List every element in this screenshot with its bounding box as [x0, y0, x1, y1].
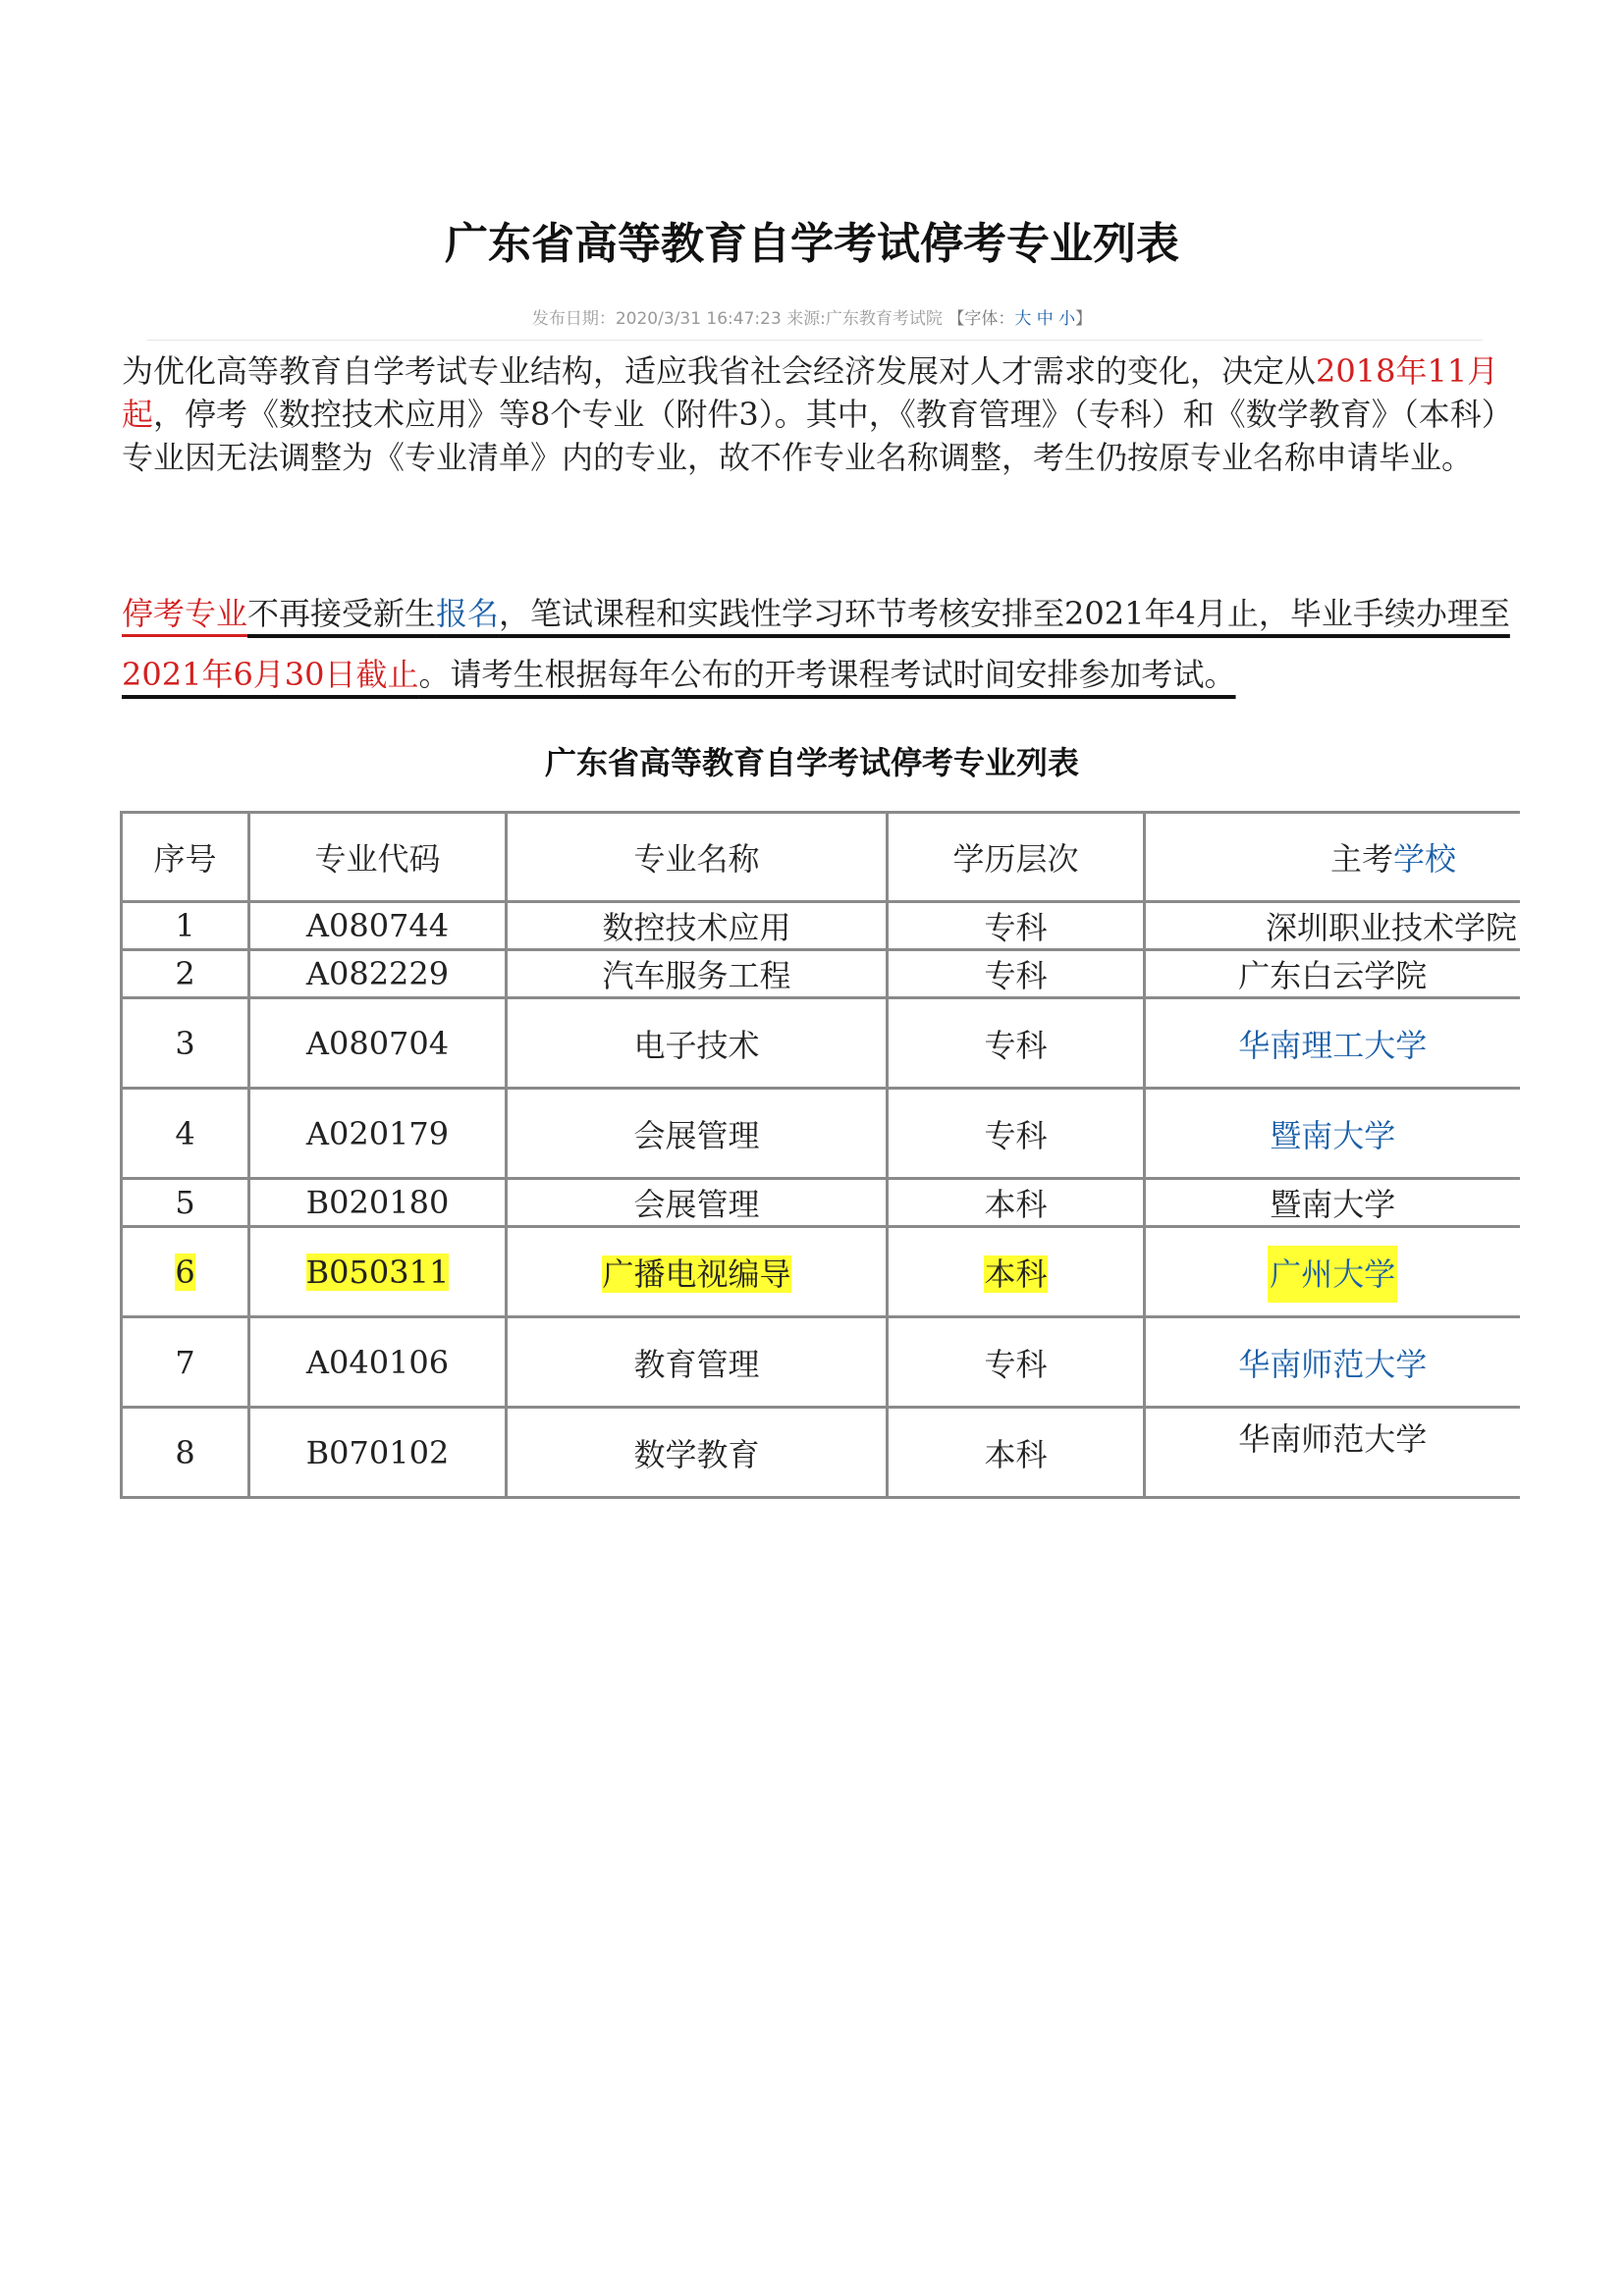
table-row: [122, 1179, 1520, 1227]
header-index: 序号: [122, 813, 249, 902]
table-row: [122, 950, 1520, 998]
notice-text-3: 。请考生根据每年公布的开考课程考试时间安排参加考试。: [418, 656, 1236, 693]
intro-start-date: 2018年11月起: [122, 352, 1499, 433]
row-school-link[interactable]: [1145, 1317, 1520, 1408]
row-code: A040106: [249, 1317, 507, 1408]
row-major-name: 电子技术: [507, 998, 888, 1089]
table-header-row: [122, 813, 1520, 902]
row-school-link[interactable]: [1145, 1089, 1520, 1179]
row-school-text: 深圳职业技术学院: [1266, 909, 1518, 946]
row-code: A080704: [249, 998, 507, 1089]
row-school-link[interactable]: [1145, 998, 1520, 1089]
row-index: [122, 1227, 249, 1317]
row-level: [888, 1227, 1145, 1317]
row-level: 专科: [888, 902, 1145, 950]
notice-suspended-majors: 停考专业: [122, 595, 248, 632]
row-school-link[interactable]: [1145, 1227, 1520, 1317]
registration-link[interactable]: 报名: [436, 595, 500, 632]
table-row: [122, 1408, 1520, 1498]
notice-deadline: 2021年6月30日截止: [122, 656, 419, 693]
row-code: B070102: [249, 1408, 507, 1498]
header-code: 专业代码: [249, 813, 507, 902]
row-index: 2: [122, 950, 249, 998]
row-major-name: 会展管理: [507, 1089, 888, 1179]
row-school-text: 广东白云学院: [1238, 957, 1428, 994]
row-school-text[interactable]: 广州大学: [1268, 1246, 1397, 1303]
source-label: 来源:: [786, 309, 826, 329]
table-row: [122, 902, 1520, 950]
row-code: A082229: [249, 950, 507, 998]
row-major-name: 汽车服务工程: [507, 950, 888, 998]
row-level: 专科: [888, 1089, 1145, 1179]
row-level: 本科: [888, 1179, 1145, 1227]
table-row: [122, 1089, 1520, 1179]
row-school-text: 暨南大学: [1270, 1186, 1396, 1223]
table-row-highlighted: [122, 1227, 1520, 1317]
row-major-name-text: 广播电视编导: [602, 1255, 791, 1293]
row-code: A080744: [249, 902, 507, 950]
row-school-text[interactable]: 华南理工大学: [1238, 1026, 1428, 1064]
row-code-text: B050311: [305, 1253, 450, 1291]
row-school: [1145, 1408, 1520, 1498]
font-size-close-bracket: 】: [1075, 309, 1093, 329]
row-major-name: 数学教育: [507, 1408, 888, 1498]
header-name: 专业名称: [507, 813, 888, 902]
publish-date: 2020/3/31 16:47:23: [615, 309, 782, 329]
source-name: 广东教育考试院: [825, 309, 943, 329]
table-title: 广东省高等教育自学考试停考专业列表: [544, 744, 1079, 781]
intro-text-2: ，停考《数控技术应用》等8个专业（附件3）。其中，《教育管理》（专科）和《数学教育》（本科）专业因无法调整为《专业清单》内的专业，故不作专业名称调整，考生仍按原专业名称申请毕业。: [122, 396, 1513, 476]
row-level: 专科: [888, 1317, 1145, 1408]
table-row: [122, 998, 1520, 1089]
font-size-small-button[interactable]: 小: [1058, 309, 1076, 329]
row-index: 5: [122, 1179, 249, 1227]
row-index-text: 6: [175, 1253, 195, 1291]
row-major-name: 教育管理: [507, 1317, 888, 1408]
row-school-text[interactable]: 暨南大学: [1270, 1116, 1396, 1154]
row-major-name: 数控技术应用: [507, 902, 888, 950]
row-index: 7: [122, 1317, 249, 1408]
table-row: [122, 1317, 1520, 1408]
row-school-text: 华南师范大学: [1238, 1420, 1428, 1458]
row-index: 8: [122, 1408, 249, 1498]
row-level: 本科: [888, 1408, 1145, 1498]
header-level: 学历层次: [888, 813, 1145, 902]
font-size-label: 【字体：: [947, 309, 1015, 329]
intro-paragraph: [122, 349, 1516, 479]
meta-divider: [147, 340, 1483, 341]
row-level: 专科: [888, 998, 1145, 1089]
header-school-link[interactable]: 学校: [1393, 840, 1457, 878]
page-title: 广东省高等教育自学考试停考专业列表: [445, 219, 1179, 269]
intro-text-1: 为优化高等教育自学考试专业结构，适应我省社会经济发展对人才需求的变化，决定从: [122, 352, 1317, 390]
row-major-name: [507, 1227, 888, 1317]
article-meta: [0, 304, 1624, 329]
font-size-large-button[interactable]: 大: [1014, 309, 1032, 329]
row-level-text: 本科: [984, 1255, 1048, 1293]
header-school: [1145, 813, 1520, 902]
suspended-majors-table: [120, 811, 1520, 1499]
notice-text-2: ，笔试课程和实践性学习环节考核安排至2021年4月止，毕业手续办理至: [499, 595, 1510, 632]
row-code: [249, 1227, 507, 1317]
row-school: [1145, 950, 1520, 998]
row-major-name: 会展管理: [507, 1179, 888, 1227]
row-index: 3: [122, 998, 249, 1089]
row-index: 1: [122, 902, 249, 950]
font-size-medium-button[interactable]: 中: [1036, 309, 1054, 329]
notice-text-1: 不再接受新生: [247, 595, 437, 632]
row-level: 专科: [888, 950, 1145, 998]
row-code: B020180: [249, 1179, 507, 1227]
date-label: 发布日期：: [531, 309, 616, 329]
row-school: [1145, 1179, 1520, 1227]
row-school: [1145, 902, 1520, 950]
row-code: A020179: [249, 1089, 507, 1179]
row-index: 4: [122, 1089, 249, 1179]
row-school-text[interactable]: 华南师范大学: [1238, 1345, 1428, 1383]
header-school-prefix: 主考: [1330, 840, 1394, 878]
notice-paragraph: [122, 583, 1516, 705]
